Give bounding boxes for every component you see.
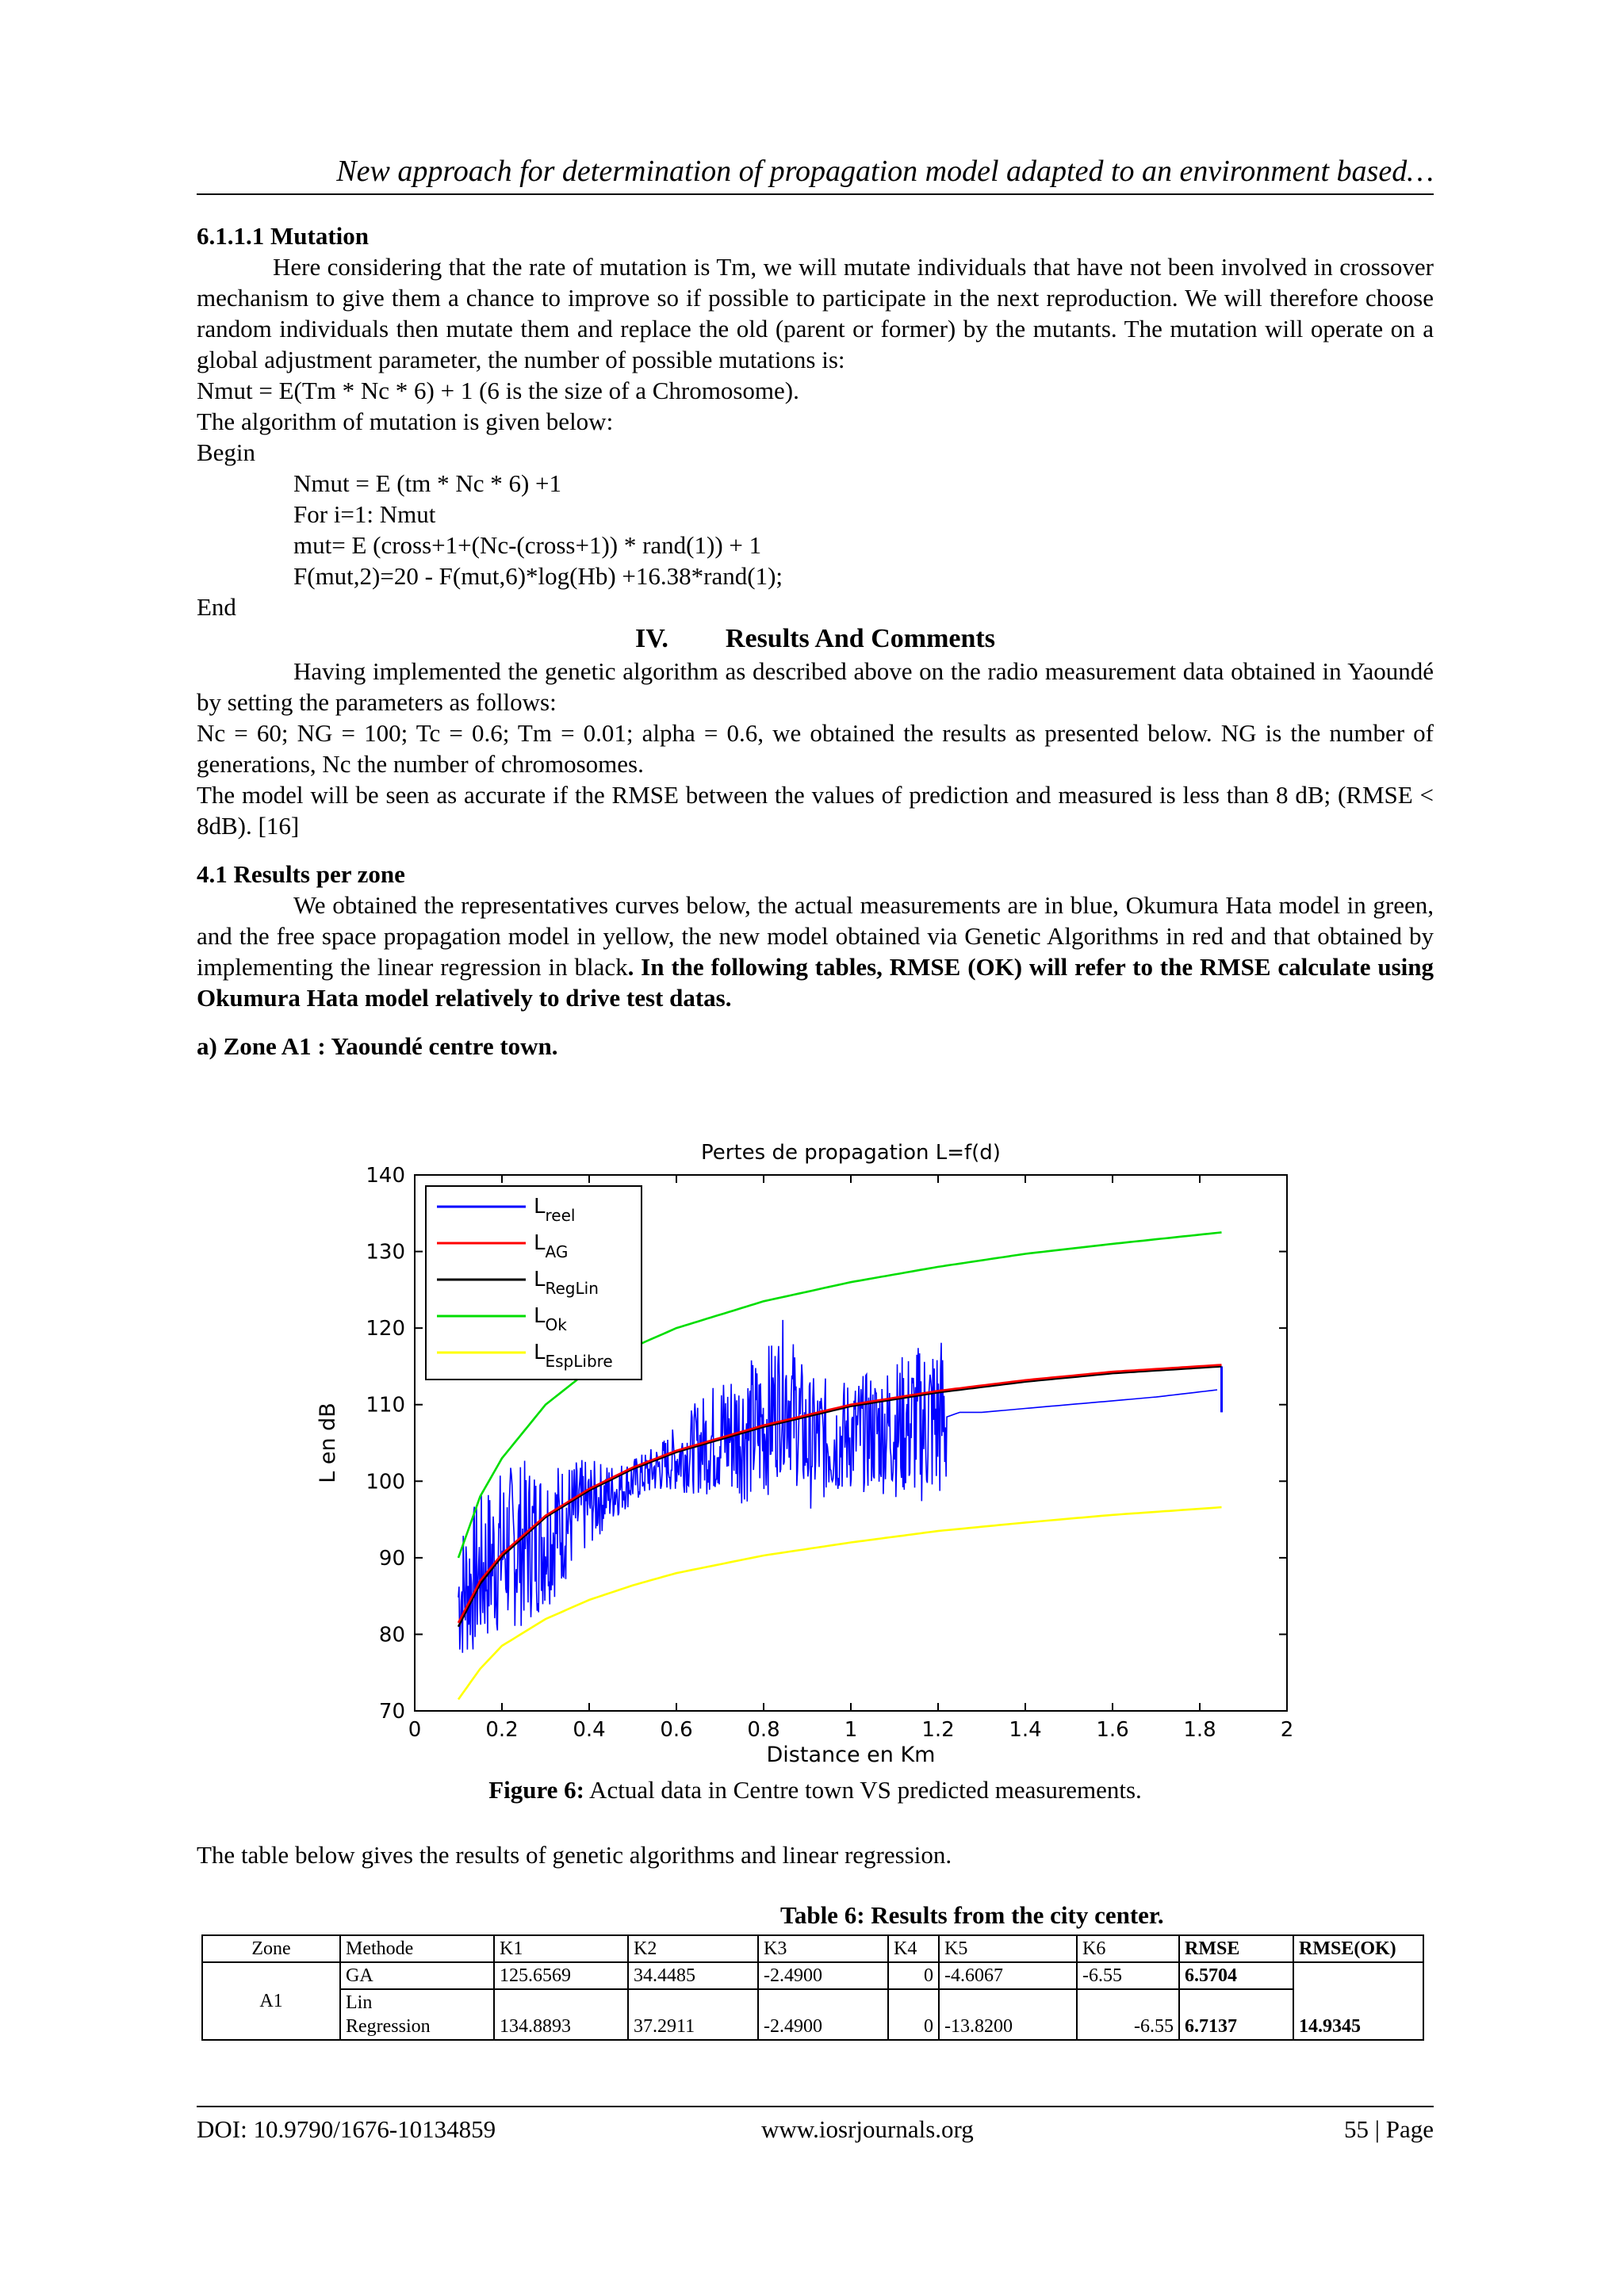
header-rmse-ok: RMSE(OK) [1293, 1935, 1423, 1962]
y-axis-label: L en dB [316, 1402, 340, 1483]
x-tick-label: 1.2 [921, 1718, 955, 1742]
cell-k2: 34.4485 [628, 1962, 758, 1989]
y-tick-label: 140 [366, 1164, 405, 1188]
table-intro: The table below gives the results of genetic algorithms and linear regression. [197, 1841, 952, 1869]
y-tick-label: 100 [366, 1470, 405, 1494]
mutation-heading: 6.1.1.1 Mutation [197, 222, 369, 250]
cell-method: GA [340, 1962, 494, 1989]
figure-label: Figure 6: [488, 1776, 585, 1804]
cell-zone: A1 [202, 1962, 340, 2040]
footer-website: www.iosrjournals.org [761, 2115, 974, 2143]
x-tick-label: 1.8 [1183, 1718, 1216, 1742]
header-k4: K4 [888, 1935, 939, 1962]
cell-k6: -6.55 [1077, 1962, 1179, 1989]
y-tick-label: 90 [378, 1546, 405, 1571]
legend-label-lreglin: $L_{RegLin}$ [534, 1268, 599, 1298]
footer-page-number: 55 | Page [1344, 2115, 1434, 2143]
algorithm-end: End [197, 593, 236, 621]
zone-label: a) Zone A1 : Yaoundé centre town. [197, 1032, 558, 1060]
mutation-paragraph: Here considering that the rate of mutation is Tm, we will mutate individuals that have not been involved in crossover mechanism to give them a chance to improve so if possible to participate in the next reproduction. We will therefore choose random individuals then mutate them and replace the old (parent or former) by the mutants. The mutation will operate on a global adjustment parameter, the number of possible mutations is: [197, 253, 1434, 373]
zone-results-text: We obtained the representatives curves below, the actual measurements are in blue, Okumura Hata model in green, and the free space propagation model in yellow, the new model obtained via Genetic Algorithms in red and that obtained by implementing the linear regression in black [197, 891, 1434, 981]
cell-rmse: 6.7137 [1179, 1989, 1293, 2040]
cell-k1: 134.8893 [494, 1989, 628, 2040]
cell-k4: 0 [888, 1962, 939, 1989]
algorithm-line: F(mut,2)=20 - F(mut,6)*log(Hb) +16.38*rand(1); [293, 562, 783, 590]
y-tick-label: 120 [366, 1317, 405, 1341]
legend-label-lreel: $L_{reel}$ [534, 1195, 576, 1225]
legend-label-lok: $L_{Ok}$ [534, 1304, 567, 1334]
body-text [197, 220, 1434, 1062]
table-header-row [202, 1935, 1423, 1962]
x-tick-label: 0.2 [485, 1718, 519, 1742]
propagation-loss-chart [314, 1137, 1307, 1787]
cell-rmse: 6.5704 [1179, 1962, 1293, 1989]
header-methode: Methode [340, 1935, 494, 1962]
cell-method [340, 1989, 494, 2040]
header-k6: K6 [1077, 1935, 1179, 1962]
figure-6 [314, 1137, 1307, 1787]
zone-results-paragraph [197, 890, 1434, 1013]
x-tick-label: 0.6 [660, 1718, 693, 1742]
header-k2: K2 [628, 1935, 758, 1962]
table-row [202, 1989, 1423, 2040]
x-tick-label: 1 [844, 1718, 858, 1742]
cell-k5: -13.8200 [939, 1989, 1077, 2040]
section-number: IV. [635, 624, 668, 653]
header-k5: K5 [939, 1935, 1077, 1962]
cell-k4: 0 [888, 1989, 939, 2040]
y-tick-label: 110 [366, 1393, 405, 1418]
table-title: Table 6: Results from the city center. [780, 1901, 1164, 1929]
chart-title: Pertes de propagation L=f(d) [701, 1141, 1001, 1165]
header-k3: K3 [758, 1935, 888, 1962]
mutation-formula: Nmut = E(Tm * Nc * 6) + 1 (6 is the size of a Chromosome). [197, 377, 799, 404]
y-tick-label: 130 [366, 1240, 405, 1265]
legend-label-lag: $L_{AG}$ [534, 1231, 569, 1261]
parameters-paragraph: Nc = 60; NG = 100; Tc = 0.6; Tm = 0.01; alpha = 0.6, we obtained the results as presented below. NG is the number of generations, Nc the number of chromosomes. [197, 719, 1434, 778]
section-title [197, 622, 1434, 656]
results-table [201, 1934, 1424, 2041]
x-tick-label: 1.4 [1009, 1718, 1042, 1742]
header-rmse: RMSE [1179, 1935, 1293, 1962]
table-row [202, 1962, 1423, 1989]
x-tick-label: 0.4 [573, 1718, 606, 1742]
figure-caption-text: Actual data in Centre town VS predicted measurements. [584, 1776, 1142, 1804]
cell-k3: -2.4900 [758, 1962, 888, 1989]
zone-results-heading: 4.1 Results per zone [197, 860, 405, 888]
cell-k6: -6.55 [1077, 1989, 1179, 2040]
y-tick-label: 80 [378, 1623, 405, 1647]
cell-k5: -4.6067 [939, 1962, 1077, 1989]
legend-label-lesplibre: $L_{EspLibre}$ [534, 1341, 613, 1371]
algorithm-intro: The algorithm of mutation is given below: [197, 408, 614, 435]
cell-k2: 37.2911 [628, 1989, 758, 2040]
algorithm-begin: Begin [197, 438, 256, 466]
cell-k3: -2.4900 [758, 1989, 888, 2040]
page-footer [197, 2106, 1434, 2147]
x-tick-label: 2 [1280, 1718, 1294, 1742]
section-title-text: Results And Comments [725, 624, 995, 653]
running-header: New approach for determination of propagation model adapted to an environment based… [197, 152, 1434, 195]
x-tick-label: 1.6 [1096, 1718, 1129, 1742]
cell-k1: 125.6569 [494, 1962, 628, 1989]
x-tick-label: 0 [408, 1718, 422, 1742]
cell-method-line: Lin [346, 1992, 373, 2013]
cell-method-line: Regression [346, 2016, 431, 2037]
algorithm-line: Nmut = E (tm * Nc * 6) +1 [293, 469, 562, 497]
y-tick-label: 70 [378, 1700, 405, 1724]
x-axis-label: Distance en Km [766, 1743, 936, 1767]
results-paragraph: Having implemented the genetic algorithm as described above on the radio measurement data obtained in Yaoundé by setting the parameters as follows: [197, 657, 1434, 716]
header-k1: K1 [494, 1935, 628, 1962]
cell-rmse-ok: 14.9345 [1293, 1962, 1423, 2040]
footer-doi: DOI: 10.9790/1676-10134859 [197, 2115, 496, 2143]
x-tick-label: 0.8 [747, 1718, 780, 1742]
algorithm-line: For i=1: Nmut [293, 500, 436, 528]
header-zone: Zone [202, 1935, 340, 1962]
zone-results-bold-text: . In the following tables, RMSE (OK) will refer to the RMSE calculate using Okumura Hata model relatively to drive test datas. [197, 953, 1434, 1012]
algorithm-line: mut= E (cross+1+(Nc-(cross+1)) * rand(1)) + 1 [293, 531, 762, 559]
figure-caption [197, 1776, 1434, 1804]
accuracy-paragraph: The model will be seen as accurate if the RMSE between the values of prediction and measured is less than 8 dB; (RMSE < 8dB). [16] [197, 781, 1434, 840]
